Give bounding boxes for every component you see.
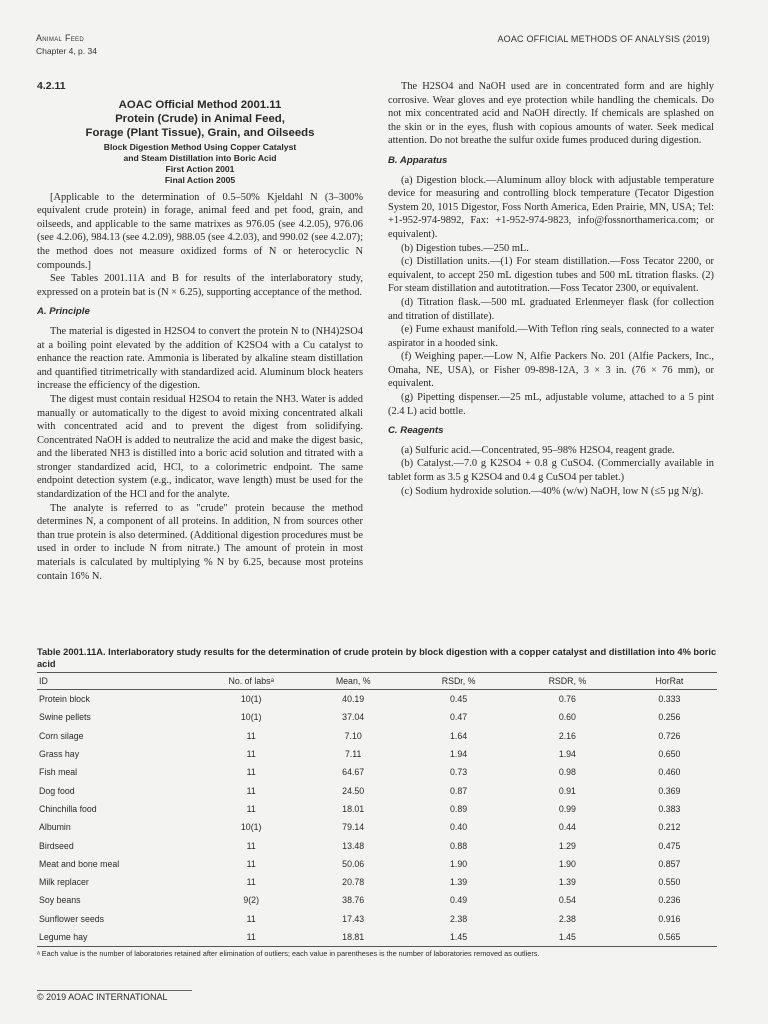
right-column bbox=[388, 80, 714, 498]
cell-rsdr: 1.45 bbox=[404, 928, 513, 947]
cell-id: Legume hay bbox=[37, 928, 200, 947]
cell-rsdr: 0.49 bbox=[450, 895, 468, 906]
cell-rsdr: 2.38 bbox=[450, 913, 468, 924]
cell-rsdr: 0.87 bbox=[450, 785, 468, 796]
cell-horrat: 0.916 bbox=[658, 913, 681, 924]
cell-labs: 11 bbox=[246, 749, 256, 760]
cell-mean: 50.06 bbox=[342, 858, 365, 869]
cell-id: Sunflower seeds bbox=[39, 913, 105, 924]
cell-rsdR: 1.90 bbox=[558, 858, 576, 869]
table-row bbox=[37, 818, 717, 836]
cell-rsdR: 1.94 bbox=[558, 749, 576, 760]
cell-mean: 20.78 bbox=[342, 877, 365, 888]
cell-id: Dog food bbox=[39, 785, 75, 796]
section-number: 4.2.11 bbox=[37, 80, 66, 92]
cell-id: Soy beans bbox=[39, 895, 81, 906]
cell-horrat: 0.383 bbox=[658, 803, 681, 814]
reagents-heading: C. Reagents bbox=[388, 425, 444, 437]
table-row bbox=[37, 928, 717, 947]
apparatus-item: (a) Digestion block.—Aluminum alloy block with adjustable temperature device for measuring and controlling block temperature (Tecator Digestion System 20, 1015 Digestor, Foss North America, Eden Prairie, MN, USA; Tel: +1-952-974-9892, Fax: +1-952-974-9823, info@fossnorthamerica.com; or equivalent). bbox=[388, 174, 714, 240]
cell-rsdr: 0.45 bbox=[450, 694, 468, 705]
cell-labs: 10(1) bbox=[240, 822, 262, 833]
cell-rsdR: 2.38 bbox=[558, 913, 576, 924]
method-title-line: Protein (Crude) in Animal Feed, bbox=[115, 112, 285, 125]
cell-rsdR: 2.16 bbox=[558, 730, 576, 741]
cell-labs: 11 bbox=[246, 840, 256, 851]
left-column bbox=[37, 80, 363, 583]
principle-paragraph: The analyte is referred to as "crude" protein because the method determines N, a component of all proteins. In addition, N from sources other than true protein is also determined. (Additional digestion procedures must be used in order to include N from nitrate.) The amount of protein in most materials is calculated by multiplying % N by 6.25, because most proteins contain 16% N. bbox=[37, 502, 363, 582]
apparatus-item: (d) Titration flask.—500 mL graduated Erlenmeyer flask (for collection and titration of distillate). bbox=[388, 296, 714, 322]
cell-labs: 11 bbox=[246, 767, 256, 778]
table-row bbox=[37, 800, 717, 818]
cell-rsdr: 0.47 bbox=[450, 712, 468, 723]
table-row bbox=[37, 708, 717, 726]
cell-rsdr: 0.73 bbox=[450, 767, 468, 778]
cell-mean: 7.10 bbox=[344, 730, 362, 741]
cell-horrat: 0.369 bbox=[658, 785, 681, 796]
cell-mean: 40.19 bbox=[342, 694, 365, 705]
cell-mean: 18.81 bbox=[302, 928, 404, 947]
cell-horrat: 0.460 bbox=[658, 767, 681, 778]
cell-labs: 11 bbox=[246, 730, 256, 741]
table-header-row bbox=[37, 673, 717, 690]
first-action-line: First Action 2001 bbox=[165, 163, 235, 174]
cell-labs: 10(1) bbox=[240, 712, 262, 723]
principle-paragraph: The digest must contain residual H2SO4 to retain the NH3. Water is added manually or automatically to the digest to avoid mixing concentrated alkali with concentrated acid and to prevent the digest from solidifying. Concentrated NaOH is added to neutralize the acid and make the digest basic, and the liberated NH3 is distilled into a boric acid solution and titrated with a stronger standardized acid, HCl, to a colorimetric endpoint. The same endpoint detection system (e.g., indicator, wave length) must be used for the standardization of the HCl and for the analyte. bbox=[37, 393, 363, 501]
reagent-item: (a) Sulfuric acid.—Concentrated, 95–98% H2SO4, reagent grade. bbox=[401, 444, 675, 456]
cell-mean: 64.67 bbox=[342, 767, 365, 778]
cell-id: Meat and bone meal bbox=[39, 858, 120, 869]
apparatus-heading: B. Apparatus bbox=[388, 154, 448, 166]
cell-mean: 24.50 bbox=[342, 785, 365, 796]
cell-rsdR: 0.99 bbox=[558, 803, 576, 814]
cell-rsdr: 1.90 bbox=[450, 858, 468, 869]
principle-heading: A. Principle bbox=[37, 306, 90, 318]
cell-labs: 11 bbox=[246, 785, 256, 796]
table-row bbox=[37, 727, 717, 745]
table-2001-11a bbox=[37, 647, 717, 958]
cell-id: Fish meal bbox=[39, 767, 78, 778]
table-row bbox=[37, 745, 717, 763]
column-header-labs: No. of labsᵃ bbox=[200, 673, 302, 690]
cell-mean: 37.04 bbox=[342, 712, 365, 723]
cell-rsdR: 0.54 bbox=[558, 895, 576, 906]
cell-rsdr: 0.88 bbox=[450, 840, 468, 851]
cell-id: Albumin bbox=[39, 822, 71, 833]
apparatus-item: (c) Distillation units.—(1) For steam distillation.—Foss Tecator 2200, or equivalent, to accept 250 mL digestion tubes and 500 mL titration flasks. (2) For steam distillation and autotitration.—Foss Tecator 2300, or equivalent. bbox=[388, 256, 714, 295]
cell-mean: 38.76 bbox=[342, 895, 365, 906]
cell-horrat: 0.236 bbox=[658, 895, 681, 906]
cell-rsdR: 0.91 bbox=[558, 785, 576, 796]
cell-rsdr: 1.39 bbox=[450, 877, 468, 888]
final-action-line: Final Action 2005 bbox=[164, 174, 236, 185]
column-header-horrat: HorRat bbox=[622, 673, 717, 690]
cell-id: Grass hay bbox=[39, 749, 80, 760]
table-caption: Table 2001.11A. Interlaboratory study results for the determination of crude protein by block digestion with a copper catalyst and distillation into 4% boric acid bbox=[37, 647, 717, 669]
table-row bbox=[37, 781, 717, 799]
safety-paragraph: The H2SO4 and NaOH used are in concentrated form and are highly corrosive. Wear gloves and eye protection while handling the chemicals. Do not mix concentrated acid and NaOH directly. If chemicals are splashed on the skin or in the eyes, flush with copious amounts of water. Seek medical attention. Do not breathe the sulfur oxide fumes produced during digestion. bbox=[388, 81, 714, 147]
cell-id: Birdseed bbox=[39, 840, 74, 851]
table-footnote: ᵃ Each value is the number of laboratories retained after elimination of outliers; each value in parentheses is the number of laboratories removed as outliers. bbox=[37, 949, 540, 959]
cell-labs: 11 bbox=[200, 928, 302, 947]
cell-horrat: 0.726 bbox=[658, 730, 681, 741]
method-subtitle-line: Block Digestion Method Using Copper Catalyst bbox=[103, 141, 297, 152]
reagent-item: (b) Catalyst.—7.0 g K2SO4 + 0.8 g CuSO4. (Commercially available in tablet form as 3.5 g K2SO4 and 0.4 g CuSO4 per tablet.) bbox=[388, 458, 714, 484]
cell-labs: 11 bbox=[246, 913, 256, 924]
cell-horrat: 0.256 bbox=[658, 712, 681, 723]
running-header-left bbox=[36, 32, 97, 58]
cell-rsdr: 0.89 bbox=[450, 803, 468, 814]
column-header-rsdR: RSDR, % bbox=[513, 673, 622, 690]
method-title-line: Forage (Plant Tissue), Grain, and Oilseeds bbox=[85, 126, 315, 139]
cell-mean: 18.01 bbox=[342, 803, 365, 814]
cell-rsdR: 0.60 bbox=[558, 712, 576, 723]
chapter-page: Chapter 4, p. 34 bbox=[36, 46, 97, 56]
cell-labs: 11 bbox=[246, 803, 256, 814]
cell-labs: 11 bbox=[246, 877, 256, 888]
cell-mean: 79.14 bbox=[342, 822, 365, 833]
table-row bbox=[37, 891, 717, 909]
cell-horrat: 0.475 bbox=[658, 840, 681, 851]
cell-mean: 7.11 bbox=[344, 749, 362, 760]
cell-rsdr: 1.64 bbox=[450, 730, 468, 741]
cell-rsdr: 0.40 bbox=[450, 822, 468, 833]
table-row bbox=[37, 763, 717, 781]
results-table bbox=[37, 672, 717, 947]
cell-horrat: 0.212 bbox=[658, 822, 681, 833]
method-subtitle-line: and Steam Distillation into Boric Acid bbox=[123, 152, 277, 163]
cell-id: Chinchilla food bbox=[39, 803, 97, 814]
table-row bbox=[37, 910, 717, 928]
scope-paragraph: [Applicable to the determination of 0.5–50% Kjeldahl N (3–300% equivalent crude protein) in forage, animal feed and pet food, grain, and oilseeds, and applicable to the same matrixes as 976.05 (see 4.2.05), 976.06 (see 4.2.06), 984.13 (see 4.2.09), 988.05 (see 4.2.03), and 990.02 (see 4.2.07); the method does not measure oxidized forms of N or heterocyclic N compounds.] bbox=[37, 191, 363, 271]
chapter-name: Animal Feed bbox=[36, 33, 84, 43]
cell-mean: 17.43 bbox=[342, 913, 365, 924]
cell-rsdR: 1.45 bbox=[513, 928, 622, 947]
table-row bbox=[37, 855, 717, 873]
cell-rsdr: 1.94 bbox=[450, 749, 468, 760]
cell-rsdR: 1.39 bbox=[558, 877, 576, 888]
cell-labs: 10(1) bbox=[240, 694, 262, 705]
cell-id: Milk replacer bbox=[39, 877, 89, 888]
apparatus-item: (f) Weighing paper.—Low N, Alfie Packers No. 201 (Alfie Packers, Inc., Omaha, NE, USA), or Fisher 09-898-12A, 3 × 3 in. (76 × 76 mm), or equivalent. bbox=[388, 351, 714, 390]
principle-paragraph: The material is digested in H2SO4 to convert the protein N to (NH4)2SO4 at a boiling point elevated by the addition of K2SO4 with a Cu catalyst to enhance the reaction rate. Ammonia is liberated by alkaline steam distillation and quantified titrimetrically with standardized acid. Aluminum block heaters increase the efficiency of the digestion. bbox=[37, 325, 363, 392]
cell-horrat: 0.650 bbox=[658, 749, 681, 760]
cell-id: Swine pellets bbox=[39, 712, 91, 723]
table-row bbox=[37, 690, 717, 709]
cell-rsdR: 0.98 bbox=[558, 767, 576, 778]
cell-mean: 13.48 bbox=[342, 840, 365, 851]
cell-horrat: 0.857 bbox=[658, 858, 681, 869]
tables-reference-paragraph: See Tables 2001.11A and B for results of the interlaboratory study, expressed on a protein bat is (N × 6.25), supporting acceptance of the method. bbox=[37, 273, 363, 298]
cell-labs: 11 bbox=[246, 858, 256, 869]
apparatus-item: (e) Fume exhaust manifold.—With Teflon ring seals, connected to a water aspirator in a hooded sink. bbox=[388, 324, 714, 349]
cell-rsdR: 0.76 bbox=[558, 694, 576, 705]
cell-rsdR: 0.44 bbox=[558, 822, 576, 833]
running-header-right: AOAC OFFICIAL METHODS OF ANALYSIS (2019) bbox=[497, 34, 710, 44]
table-row bbox=[37, 836, 717, 854]
column-header-mean: Mean, % bbox=[302, 673, 404, 690]
reagent-item: (c) Sodium hydroxide solution.—40% (w/w) NaOH, low N (≤5 µg N/g). bbox=[401, 485, 704, 497]
apparatus-item: (b) Digestion tubes.—250 mL. bbox=[401, 242, 529, 254]
cell-horrat: 0.565 bbox=[622, 928, 717, 947]
cell-labs: 9(2) bbox=[243, 895, 260, 906]
cell-id: Corn silage bbox=[39, 730, 84, 741]
cell-horrat: 0.550 bbox=[658, 877, 681, 888]
apparatus-item: (g) Pipetting dispenser.—25 mL, adjustable volume, attached to a 5 pint (2.4 L) acid bottle. bbox=[388, 392, 714, 417]
column-header-id: ID bbox=[37, 673, 200, 690]
table-row bbox=[37, 873, 717, 891]
cell-rsdR: 1.29 bbox=[558, 840, 576, 851]
cell-horrat: 0.333 bbox=[658, 694, 681, 705]
column-header-rsdr: RSDr, % bbox=[404, 673, 513, 690]
method-title-line: AOAC Official Method 2001.11 bbox=[118, 98, 282, 111]
cell-id: Protein block bbox=[39, 694, 90, 705]
copyright-footer: © 2019 AOAC INTERNATIONAL bbox=[37, 990, 192, 1002]
table-body bbox=[37, 690, 717, 947]
